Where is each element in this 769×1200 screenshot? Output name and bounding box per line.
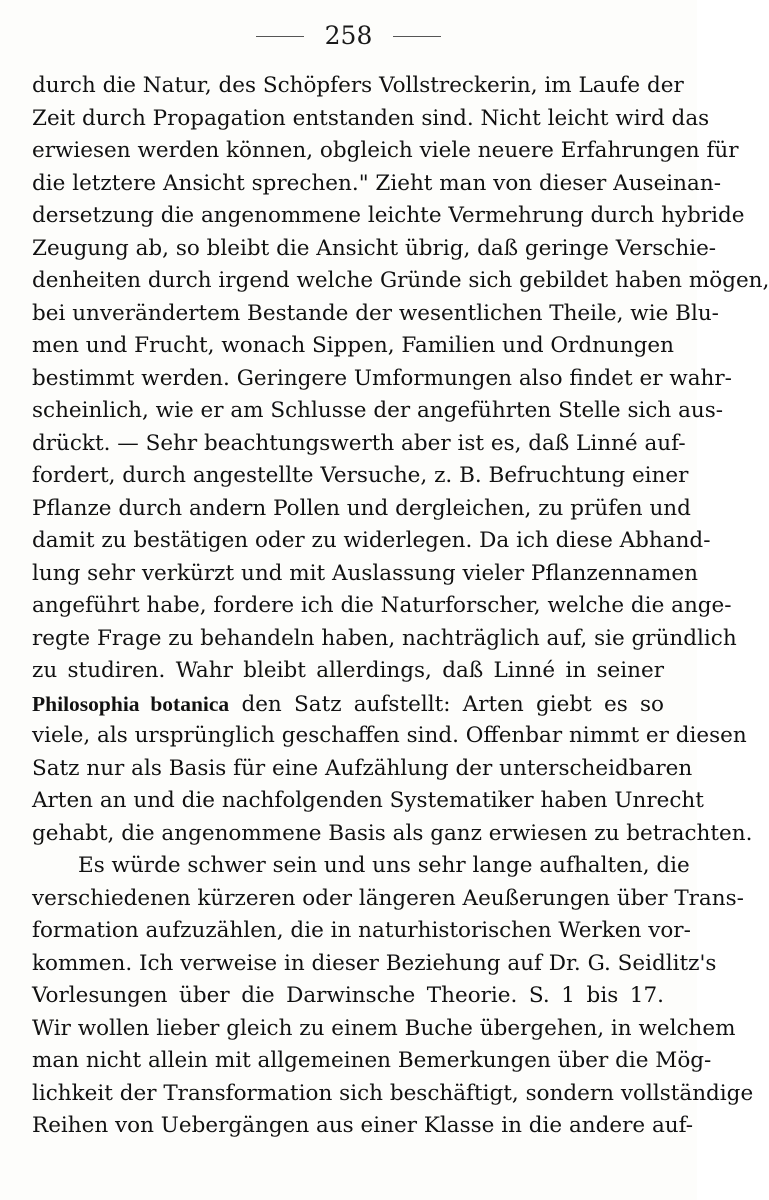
text-line: verschiedenen kürzeren oder längeren Aeußerungen über Trans- (32, 885, 744, 911)
latin-title: Philosophia botanica (32, 691, 230, 716)
text-line: dersetzung die angenommene leichte Vermehrung durch hybride (32, 203, 745, 228)
text-line: Philosophia botanica den Satz aufstellt: Arten giebt es so (32, 691, 664, 717)
text-line: angeführt habe, fordere ich die Naturforscher, welche die ange- (32, 593, 732, 618)
text-line: zu studiren. Wahr bleibt allerdings, daß Linné in seiner (32, 658, 664, 683)
text-line: Reihen von Uebergängen aus einer Klasse in die andere auf- (32, 1113, 694, 1138)
text-line: fordert, durch angestellte Versuche, z. B. Befruchtung einer (32, 463, 689, 488)
text-line: Vorlesungen über die Darwinsche Theorie. S. 1 bis 17. (32, 983, 664, 1008)
text-line: denheiten durch irgend welche Gründe sich gebildet haben mögen, (32, 268, 769, 293)
text-line: damit zu bestätigen oder zu widerlegen. Da ich diese Abhand- (32, 528, 711, 553)
text-line: Wir wollen lieber gleich zu einem Buche übergehen, in welchem (32, 1015, 736, 1041)
text-line: bei unverändertem Bestande der wesentlichen Theile, wie Blu- (32, 300, 719, 326)
text-line: durch die Natur, des Schöpfers Vollstreckerin, im Laufe der (32, 73, 684, 98)
text-line: Pflanze durch andern Pollen und dergleichen, zu prüfen und (32, 495, 691, 521)
text-line: men und Frucht, wonach Sippen, Familien und Ordnungen (32, 333, 674, 358)
body-text (32, 70, 769, 1143)
text-line: lung sehr verkürzt und mit Auslassung vieler Pflanzennamen (32, 560, 698, 586)
text-line: Satz nur als Basis für eine Aufzählung der unterscheidbaren (32, 755, 693, 781)
text-line: kommen. Ich verweise in dieser Beziehung auf Dr. G. Seidlitz's (32, 950, 717, 976)
page-header (0, 16, 697, 56)
text-line: gehabt, die angenommene Basis als ganz erwiesen zu betrachten. (32, 820, 753, 846)
text-line: regte Frage zu behandeln haben, nachträglich auf, sie gründlich (32, 625, 737, 651)
text-line: Arten an und die nachfolgenden Systematiker haben Unrecht (32, 788, 704, 813)
text-line: scheinlich, wie er am Schlusse der angeführten Stelle sich aus- (32, 398, 724, 423)
paragraph-2 (32, 850, 754, 1143)
text-line: drückt. — Sehr beachtungswerth aber ist es, daß Linné auf- (32, 430, 686, 456)
header-rule-left (256, 36, 304, 37)
text-line: Es würde schwer sein und uns sehr lange aufhalten, die (78, 853, 690, 878)
paragraph-1 (32, 70, 769, 850)
header-rule-right (393, 36, 441, 37)
text-line: man nicht allein mit allgemeinen Bemerkungen über die Mög- (32, 1048, 712, 1073)
page-number: 258 (324, 21, 373, 50)
text-line: lichkeit der Transformation sich beschäftigt, sondern vollständige (32, 1080, 754, 1106)
text-line: Zeugung ab, so bleibt die Ansicht übrig, daß geringe Verschie- (32, 235, 717, 261)
text-line: viele, als ursprünglich geschaffen sind. Offenbar nimmt er diesen (32, 723, 747, 748)
text-line: erwiesen werden können, obgleich viele neuere Erfahrungen für (32, 138, 739, 163)
text-line: formation aufzuzählen, die in naturhistorischen Werken vor- (32, 918, 691, 943)
text-line: bestimmt werden. Geringere Umformungen also findet er wahr- (32, 365, 732, 391)
text-line: Zeit durch Propagation entstanden sind. Nicht leicht wird das (32, 105, 710, 131)
text-line: die letztere Ansicht sprechen." Zieht man von dieser Auseinan- (32, 170, 721, 196)
